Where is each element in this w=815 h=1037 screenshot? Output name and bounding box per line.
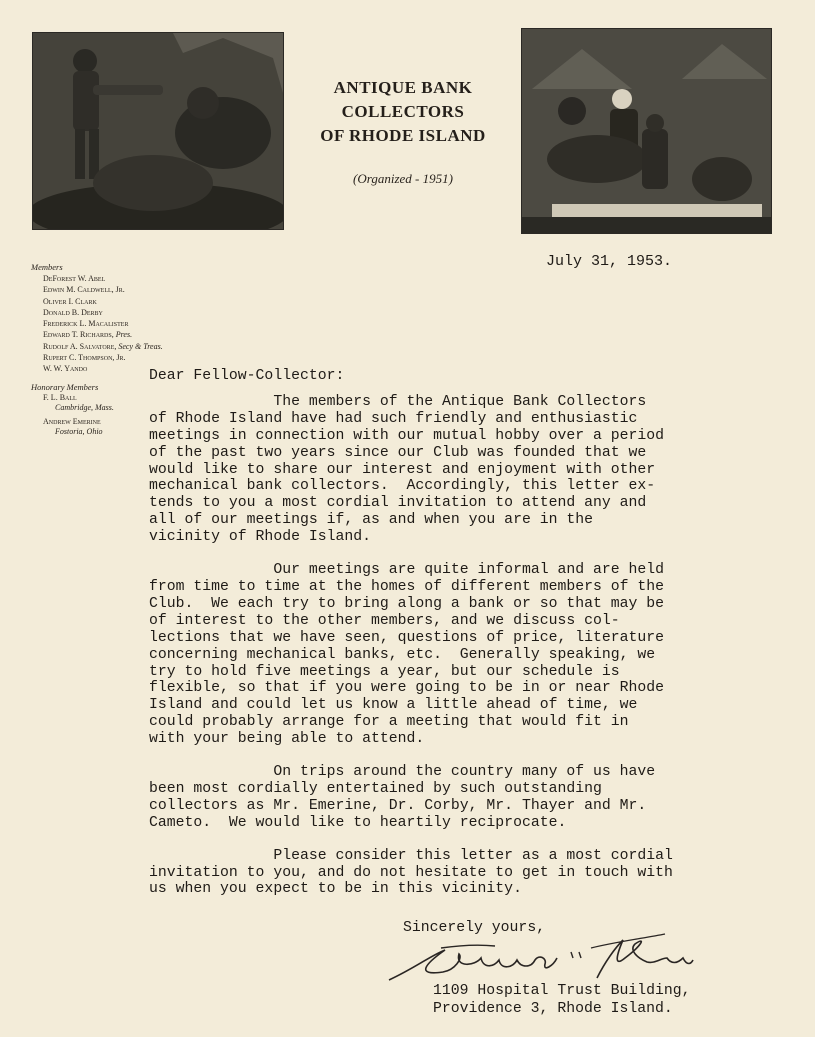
text-line: Island and could let us know a little ahead of time, we	[149, 697, 638, 714]
salutation: Dear Fellow-Collector:	[149, 368, 345, 384]
text-line: On trips around the country many of us have	[149, 764, 656, 781]
paragraph-2	[149, 562, 759, 748]
text-line: been most cordially entertained by such outstanding	[149, 780, 602, 797]
honorary-member-location: Cambridge, Mass.	[55, 402, 114, 412]
closing: Sincerely yours,	[403, 920, 546, 936]
members-heading: Members	[31, 262, 63, 272]
member-name: Frederick L. Macalister	[43, 319, 129, 329]
text-line: Our meetings are quite informal and are held	[149, 562, 665, 579]
sender-address	[433, 982, 691, 1018]
text-line: could probably arrange for a meeting that would fit in	[149, 714, 629, 731]
honorary-member-location: Fostoria, Ohio	[55, 426, 103, 436]
honorary-member-name: F. L. Ball	[43, 392, 77, 402]
member-name: Rupert C. Thompson, Jr.	[43, 353, 126, 363]
text-line: lections that we have seen, questions of price, literature	[149, 629, 665, 646]
member-name: Edwin M. Caldwell, Jr.	[43, 285, 125, 295]
text-line: mechanical bank collectors. Accordingly, this letter ex-	[149, 478, 656, 495]
club-title-line-3: OF RHODE ISLAND	[320, 126, 486, 145]
organized-year: (Organized - 1951)	[353, 171, 453, 186]
letter-body	[149, 368, 759, 914]
honorary-members-heading: Honorary Members	[31, 381, 99, 392]
text-line: Please consider this letter as a most cordial	[149, 847, 673, 864]
text-line: invitation to you, and do not hesitate to get in touch with	[149, 864, 673, 881]
club-title	[300, 76, 506, 148]
paragraph-3	[149, 764, 759, 832]
text-line: with your being able to attend.	[149, 731, 425, 748]
text-line: from time to time at the homes of different members of the	[149, 578, 665, 595]
letter-date: July 31, 1953.	[546, 253, 673, 270]
text-line: try to hold five meetings a year, but our schedule is	[149, 663, 620, 680]
text-line: flexible, so that if you were going to be in or near Rhode	[149, 680, 665, 697]
text-line: tends to you a most cordial invitation to attend any and	[149, 495, 647, 512]
paragraph-1	[149, 394, 759, 546]
bank-photo-left	[32, 32, 284, 230]
member-role: Secy & Treas.	[118, 341, 163, 351]
text-line: all of our meetings if, as and when you are in the	[149, 512, 593, 529]
member-name: Edward T. Richards, Pres.	[43, 330, 133, 340]
member-name: W. W. Yando	[43, 364, 88, 374]
text-line: of the past two years since our Club was founded that we	[149, 444, 647, 461]
text-line: concerning mechanical banks, etc. Generally speaking, we	[149, 646, 656, 663]
member-name: Oliver I. Clark	[43, 296, 97, 306]
address-line: 1109 Hospital Trust Building,	[433, 983, 691, 999]
text-line: Cameto. We would like to heartily reciprocate.	[149, 814, 567, 831]
text-line: of interest to the other members, and we discuss col-	[149, 612, 620, 629]
member-name: Rudolf A. Salvatore, Secy & Treas.	[43, 341, 163, 351]
club-title-line-2: COLLECTORS	[341, 102, 465, 121]
text-line: us when you expect to be in this vicinity.	[149, 881, 522, 898]
member-name: Donald B. Derby	[43, 307, 103, 317]
text-line: of Rhode Island have had such friendly and enthusiastic	[149, 410, 638, 427]
honorary-member-name: Andrew Emerine	[43, 416, 101, 426]
text-line: vicinity of Rhode Island.	[149, 529, 371, 546]
text-line: Club. We each try to bring along a bank or so that may be	[149, 595, 665, 612]
club-title-line-1: ANTIQUE BANK	[333, 78, 473, 97]
member-name: DeForest W. Abel	[43, 274, 106, 283]
text-line: The members of the Antique Bank Collectors	[149, 393, 647, 410]
paragraph-4	[149, 848, 759, 899]
text-line: collectors as Mr. Emerine, Dr. Corby, Mr. Thayer and Mr.	[149, 797, 647, 814]
bank-photo-right	[521, 28, 772, 234]
member-role: Pres.	[115, 330, 133, 340]
text-line: meetings in connection with our mutual hobby over a period	[149, 427, 665, 444]
text-line: would like to share our interest and enjoyment with other	[149, 461, 656, 478]
address-line: Providence 3, Rhode Island.	[433, 1001, 673, 1017]
